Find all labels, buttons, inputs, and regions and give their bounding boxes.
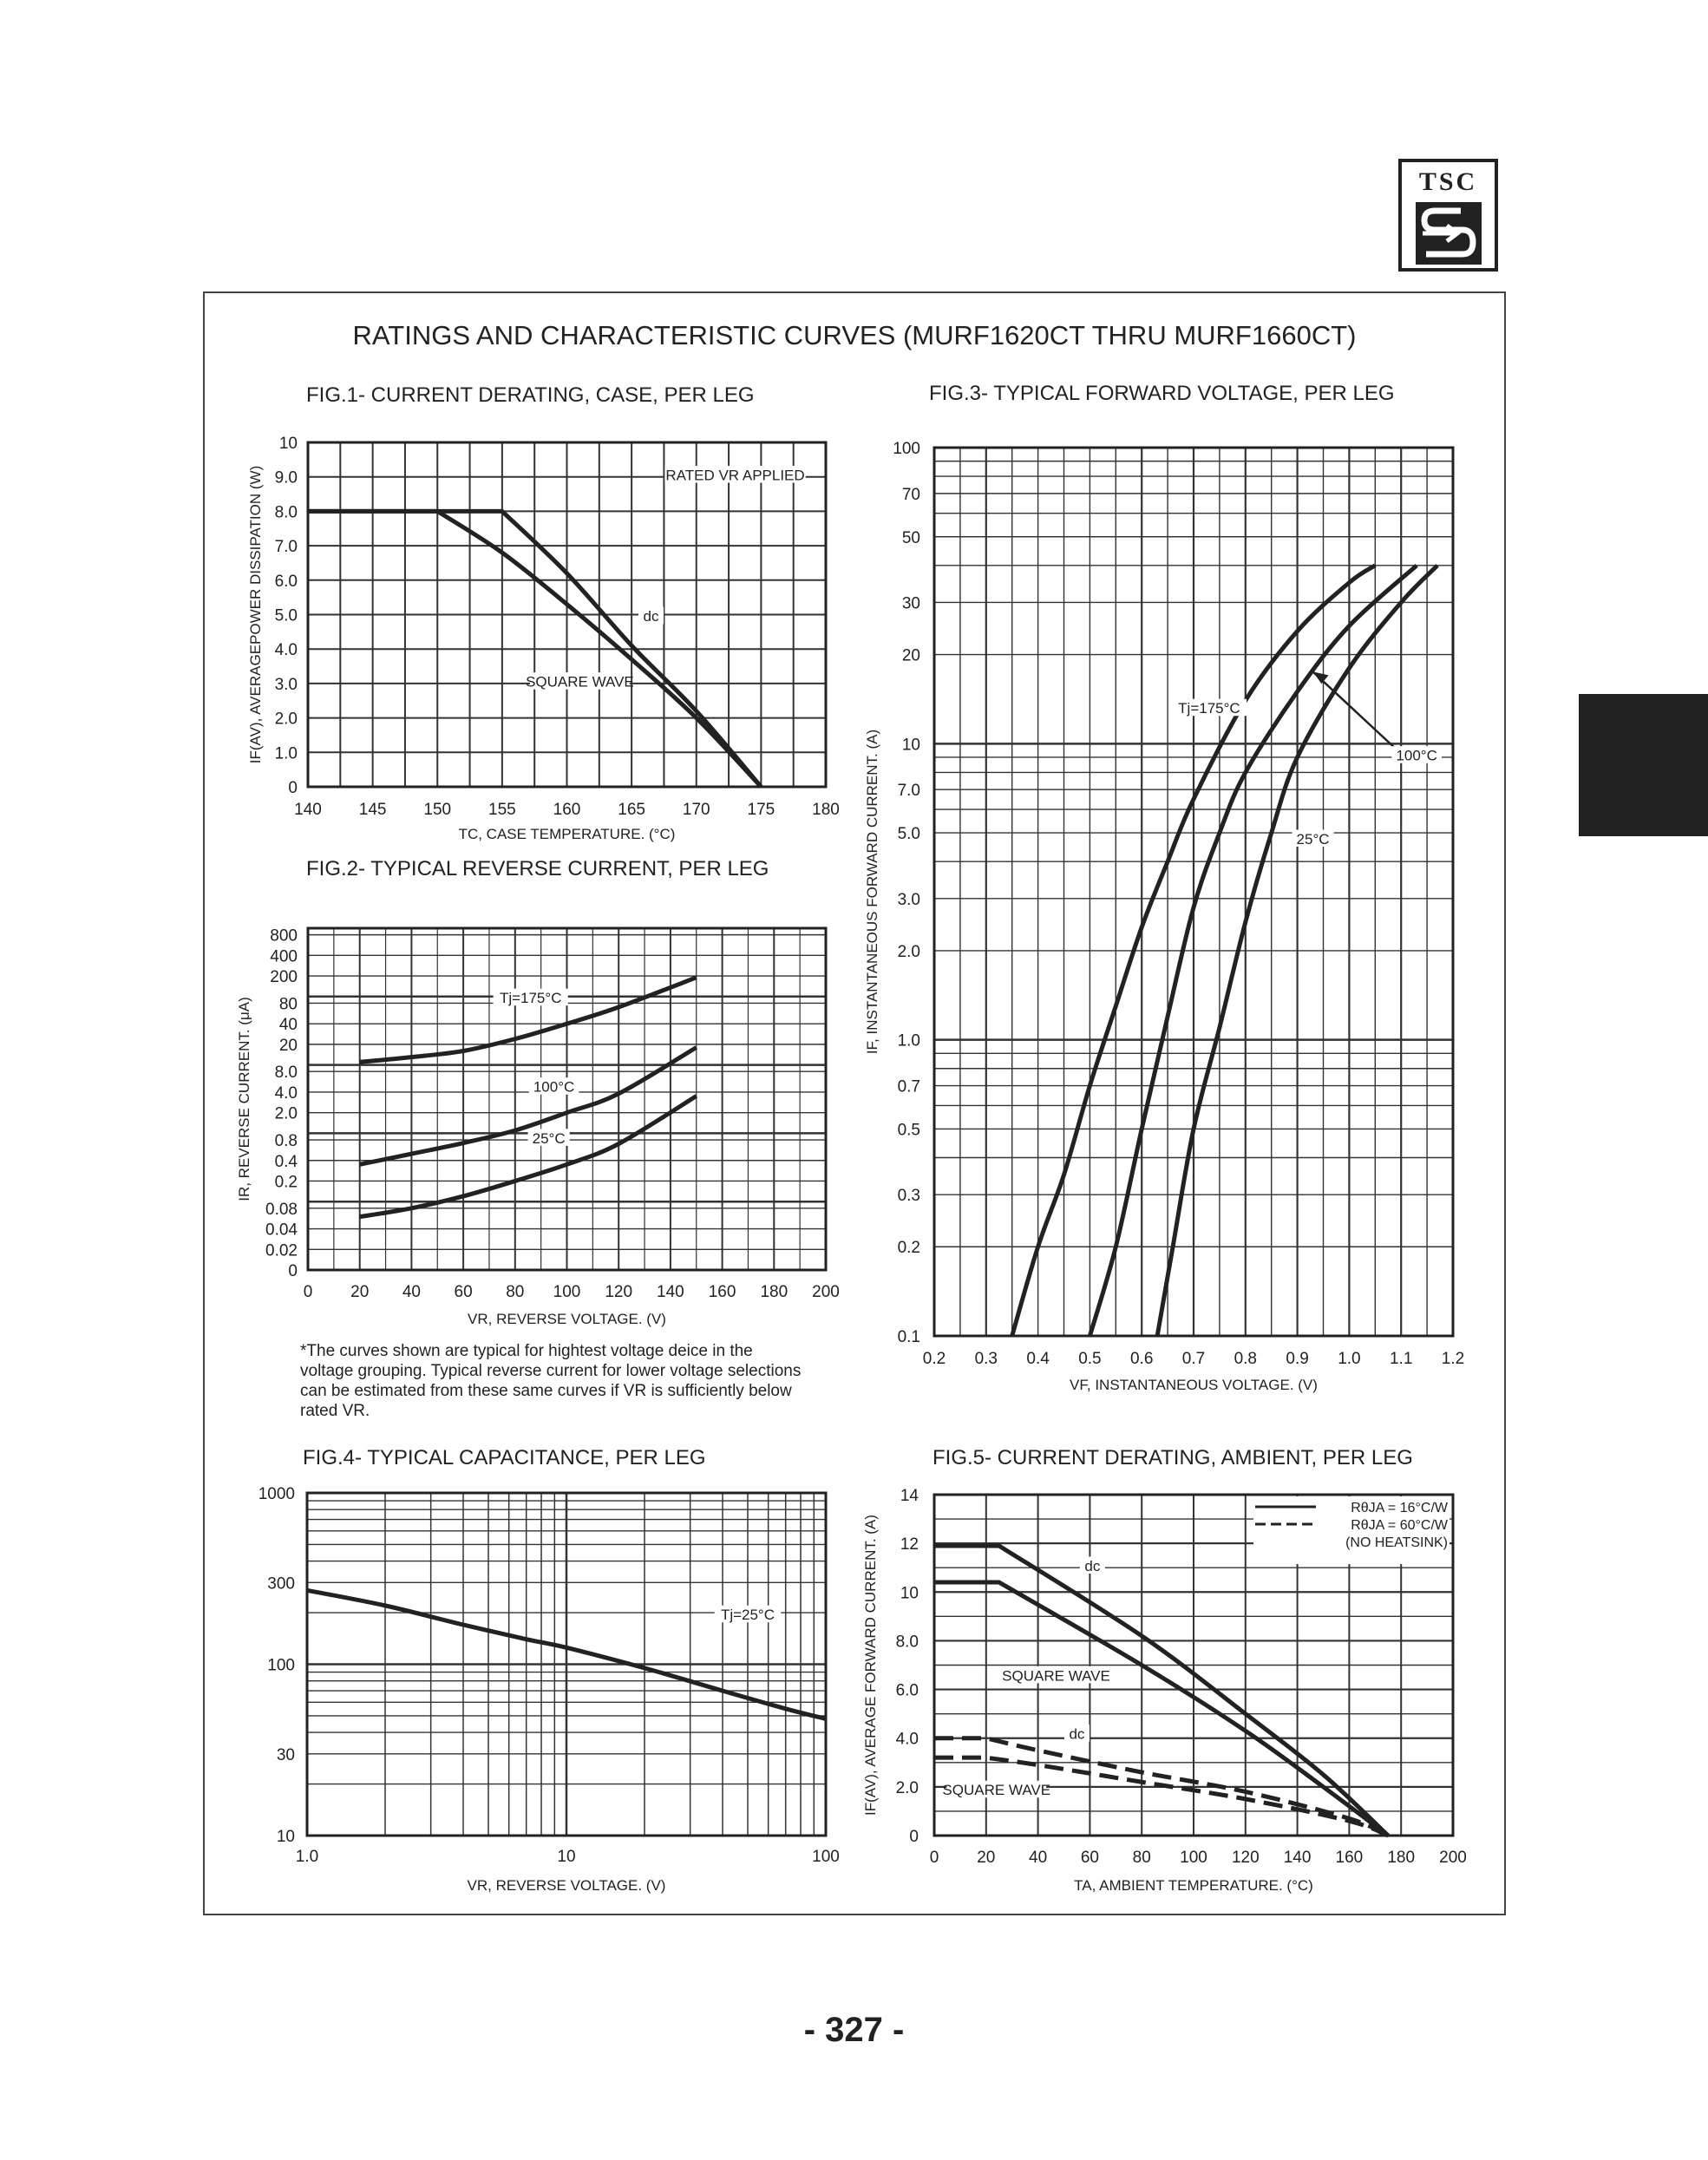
fig5-y-tick-label: 14 (900, 1487, 919, 1505)
fig3-y-tick-label: 2.0 (897, 942, 920, 961)
fig3-x-tick-label: 0.4 (1026, 1350, 1050, 1368)
fig2-y-tick-label: 0.04 (265, 1221, 298, 1240)
fig3-x-tick-label: 0.7 (1181, 1350, 1206, 1368)
fig4-x-tick-label: 1.0 (295, 1848, 319, 1866)
fig5-y-tick-label: 8.0 (895, 1633, 919, 1652)
fig4-y-tick-label: 1000 (258, 1485, 295, 1503)
fig3-x-tick-label: 0.6 (1129, 1350, 1154, 1368)
fig2-annotation: 25°C (532, 1129, 566, 1147)
fig1-x-axis-label: TC, CASE TEMPERATURE. (°C) (458, 826, 676, 842)
fig5-y-tick-label: 2.0 (895, 1778, 919, 1797)
fig5-title: FIG.5- CURRENT DERATING, AMBIENT, PER LEG (933, 1446, 1413, 1469)
page-number: - 327 - (803, 2011, 905, 2049)
fig5-x-tick-label: 60 (1080, 1849, 1099, 1867)
fig1-x-tick-label: 150 (423, 801, 452, 819)
fig2-x-tick-label: 60 (454, 1283, 473, 1301)
fig4-x-tick-label: 100 (812, 1848, 840, 1866)
fig2-x-tick-label: 100 (553, 1283, 581, 1301)
logo-text: TSC (1418, 167, 1478, 196)
fig5-legend-entry: RθJA = 16°C/W (1351, 1501, 1448, 1515)
fig3-chart (864, 440, 1464, 1393)
footnote-line: rated VR. (300, 1402, 370, 1420)
fig1-title: FIG.1- CURRENT DERATING, CASE, PER LEG (306, 383, 755, 407)
fig3-y-tick-label: 3.0 (897, 890, 920, 909)
fig3-x-tick-label: 1.2 (1441, 1350, 1465, 1368)
fig5-x-tick-label: 160 (1335, 1849, 1364, 1867)
fig3-x-tick-label: 0.3 (974, 1350, 998, 1368)
fig2-y-tick-label: 0 (288, 1262, 298, 1280)
fig2-y-tick-label: 2.0 (274, 1104, 298, 1123)
fig1-y-tick-label: 3.0 (274, 675, 298, 694)
fig1-x-tick-label: 145 (358, 801, 387, 819)
fig2-annotation: 100°C (533, 1078, 575, 1096)
fig2-y-tick-label: 0.2 (274, 1173, 298, 1192)
fig2-y-tick-label: 40 (278, 1016, 298, 1035)
fig1-annotation: dc (643, 608, 659, 625)
fig3-y-tick-label: 20 (901, 646, 920, 665)
fig3-title: FIG.3- TYPICAL FORWARD VOLTAGE, PER LEG (929, 382, 1395, 405)
fig1-y-tick-label: 2.0 (274, 710, 298, 729)
fig1-y-tick-label: 9.0 (274, 468, 298, 488)
fig1-annotation: RATED VR APPLIED (665, 467, 805, 484)
fig2-x-tick-label: 0 (303, 1283, 313, 1301)
fig2-x-axis-label: VR, REVERSE VOLTAGE. (V) (468, 1311, 666, 1327)
fig1-x-tick-label: 140 (294, 801, 322, 819)
fig1-y-axis-label: IF(AV), AVERAGEPOWER DISSIPATION (W) (247, 465, 264, 764)
fig5-x-tick-label: 0 (929, 1849, 939, 1867)
fig4-y-tick-label: 100 (267, 1656, 295, 1675)
fig5-legend-note: (NO HEATSINK) (1345, 1535, 1448, 1550)
fig1-y-tick-label: 6.0 (274, 572, 298, 591)
fig5-y-tick-label: 0 (909, 1828, 919, 1846)
fig3-annotation: 25°C (1296, 830, 1330, 848)
fig1-y-tick-label: 8.0 (274, 503, 298, 522)
footnote-line: *The curves shown are typical for hightest voltage deice in the (300, 1342, 753, 1360)
fig3-x-tick-label: 1.0 (1338, 1350, 1361, 1368)
footnote (300, 1341, 855, 1421)
fig3-y-tick-label: 7.0 (897, 782, 920, 801)
fig1-y-tick-label: 10 (278, 435, 298, 453)
fig5-x-axis-label: TA, AMBIENT TEMPERATURE. (°C) (1074, 1877, 1313, 1894)
fig5-x-tick-label: 80 (1132, 1849, 1151, 1867)
fig2-y-tick-label: 8.0 (274, 1064, 298, 1083)
fig2-x-tick-label: 80 (506, 1283, 525, 1301)
fig5-annotation: dc (1084, 1557, 1101, 1574)
fig5-y-tick-label: 4.0 (895, 1730, 919, 1749)
fig3-y-tick-label: 70 (901, 485, 920, 504)
fig5-x-tick-label: 100 (1180, 1849, 1207, 1867)
footnote-line: voltage grouping. Typical reverse current for lower voltage selections (300, 1362, 802, 1380)
fig5-annotation: dc (1069, 1725, 1085, 1743)
fig2-y-tick-label: 400 (270, 947, 298, 966)
fig3-y-tick-label: 0.2 (897, 1239, 920, 1258)
fig4-annotation: Tj=25°C (720, 1607, 775, 1624)
fig4-y-tick-label: 10 (276, 1828, 295, 1846)
fig4-y-tick-label: 30 (276, 1745, 295, 1764)
fig5-x-tick-label: 20 (977, 1849, 996, 1867)
fig3-y-axis-label: IF, INSTANTANEOUS FORWARD CURRENT. (A) (864, 729, 880, 1055)
fig1-x-tick-label: 160 (553, 801, 581, 819)
fig5-y-tick-label: 12 (900, 1535, 919, 1555)
fig4-chart (258, 1485, 840, 1894)
fig1-y-tick-label: 5.0 (274, 606, 298, 625)
fig3-x-tick-label: 0.2 (922, 1350, 946, 1368)
fig1-y-tick-label: 4.0 (274, 641, 298, 660)
fig4-title: FIG.4- TYPICAL CAPACITANCE, PER LEG (303, 1446, 706, 1469)
fig2-y-tick-label: 0.8 (274, 1132, 298, 1151)
fig4-y-tick-label: 300 (267, 1574, 295, 1594)
fig3-y-tick-label: 0.5 (897, 1121, 920, 1140)
fig3-y-tick-label: 30 (901, 594, 920, 613)
fig1-y-tick-label: 7.0 (274, 538, 298, 557)
fig2-x-tick-label: 160 (708, 1283, 736, 1301)
fig1-x-tick-label: 180 (812, 801, 840, 819)
fig2-x-tick-label: 140 (657, 1283, 684, 1301)
fig2-x-tick-label: 120 (605, 1283, 633, 1301)
fig3-leader-arrow (1313, 671, 1329, 684)
fig2-y-tick-label: 0.02 (265, 1241, 298, 1260)
fig4-x-axis-label: VR, REVERSE VOLTAGE. (V) (467, 1877, 666, 1894)
fig2-y-tick-label: 0.4 (274, 1152, 298, 1171)
fig2-y-tick-label: 4.0 (274, 1083, 298, 1103)
fig1-x-tick-label: 165 (618, 801, 645, 819)
fig1-annotation: SQUARE WAVE (526, 673, 634, 691)
fig3-y-tick-label: 0.3 (897, 1187, 920, 1206)
fig2-annotation: Tj=175°C (499, 990, 562, 1007)
fig1-x-tick-label: 175 (747, 801, 775, 819)
fig1-y-tick-label: 1.0 (274, 744, 298, 763)
fig1-x-tick-label: 155 (488, 801, 516, 819)
fig2-y-tick-label: 800 (270, 926, 298, 946)
fig5-legend-entry: RθJA = 60°C/W (1351, 1518, 1448, 1533)
fig1-chart (247, 435, 840, 842)
fig5-x-tick-label: 120 (1231, 1849, 1260, 1867)
fig2-x-tick-label: 200 (812, 1283, 840, 1301)
fig3-y-tick-label: 5.0 (897, 825, 920, 844)
fig4-x-tick-label: 10 (557, 1848, 576, 1866)
fig1-y-tick-label: 0 (288, 779, 298, 797)
fig2-x-tick-label: 20 (350, 1283, 370, 1301)
page-title: RATINGS AND CHARACTERISTIC CURVES (MURF1620CT THRU MURF1660CT) (352, 320, 1357, 350)
fig5-y-axis-label: IF(AV), AVERAGE FORWARD CURRENT. (A) (862, 1515, 879, 1816)
fig2-y-axis-label: IR, REVERSE CURRENT. (μA) (236, 997, 252, 1201)
fig2-chart (236, 927, 840, 1327)
fig2-x-tick-label: 180 (760, 1283, 789, 1301)
fig1-x-tick-label: 170 (682, 801, 710, 819)
fig3-x-axis-label: VF, INSTANTANEOUS VOLTAGE. (V) (1070, 1377, 1318, 1393)
fig2-x-tick-label: 40 (402, 1283, 421, 1301)
fig5-x-tick-label: 40 (1029, 1849, 1048, 1867)
fig2-y-tick-label: 200 (270, 968, 298, 987)
fig3-y-tick-label: 50 (901, 528, 920, 547)
fig3-y-tick-label: 1.0 (897, 1031, 920, 1051)
fig5-y-tick-label: 6.0 (895, 1681, 919, 1700)
fig3-y-tick-label: 10 (901, 736, 920, 755)
fig5-y-tick-label: 10 (900, 1584, 919, 1603)
fig3-x-tick-label: 1.1 (1389, 1350, 1413, 1368)
footnote-line: can be estimated from these same curves if VR is sufficiently below (300, 1382, 792, 1400)
fig3-leader-line (1313, 671, 1397, 749)
fig5-annotation: SQUARE WAVE (942, 1782, 1051, 1799)
fig5-annotation: SQUARE WAVE (1002, 1667, 1110, 1685)
fig5-x-tick-label: 200 (1439, 1849, 1467, 1867)
fig3-y-tick-label: 0.1 (897, 1328, 920, 1346)
fig3-y-tick-label: 0.7 (897, 1077, 920, 1096)
fig5-chart (862, 1487, 1467, 1894)
fig3-x-tick-label: 0.9 (1286, 1350, 1309, 1368)
fig2-y-tick-label: 20 (278, 1036, 298, 1055)
fig3-annotation: 100°C (1396, 747, 1437, 764)
fig2-y-tick-label: 0.08 (265, 1200, 298, 1219)
fig3-y-tick-label: 100 (893, 440, 920, 458)
fig5-x-tick-label: 140 (1283, 1849, 1312, 1867)
fig3-annotation: Tj=175°C (1178, 700, 1240, 717)
fig5-x-tick-label: 180 (1387, 1849, 1416, 1867)
fig3-x-tick-label: 0.5 (1078, 1350, 1102, 1368)
fig2-title: FIG.2- TYPICAL REVERSE CURRENT, PER LEG (306, 857, 769, 880)
fig2-series-2 (360, 1096, 697, 1217)
fig3-x-tick-label: 0.8 (1234, 1350, 1258, 1368)
fig2-y-tick-label: 80 (278, 995, 298, 1014)
